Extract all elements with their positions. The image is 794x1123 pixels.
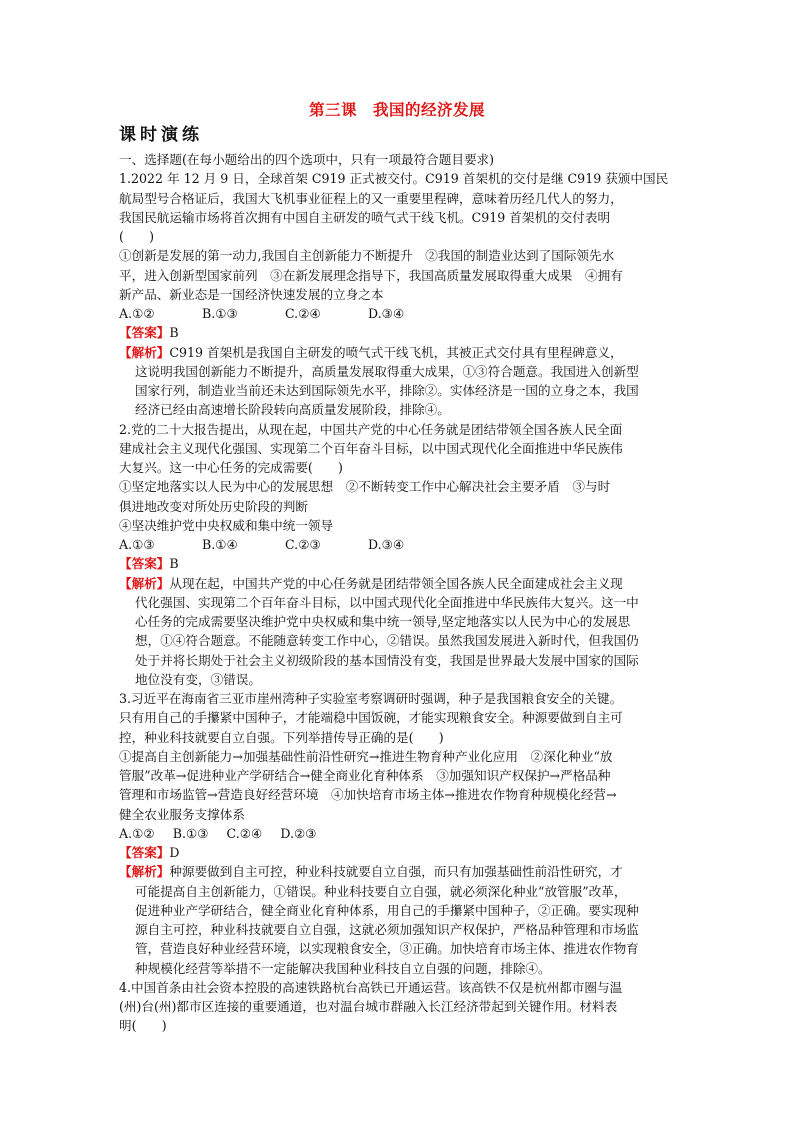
question-2 [119,420,679,690]
question-stem-line: 1.2022 年 12 月 9 日，全球首架 C919 正式被交付。C919 首架机的交付是继 C919 获颁中国民 [119,171,669,187]
answer-value: B [169,556,179,572]
answer-value: B [169,325,179,341]
analysis-line: 【解析】C919 首架机是我国自主研发的喷气式干线飞机，其被正式交付具有里程碑意义， [119,344,623,360]
analysis-line: 地位没有变，③错误。 [135,671,261,687]
statement-line: ①创新是发展的第一动力,我国自主创新能力不断提升 ②我国的制造业达到了国际领先水 [119,248,615,264]
analysis-line: 源自主可控，种业科技就要自立自强，这就必须加强知识产权保护，严格品种管理和市场监 [135,922,639,937]
statement-line: 管理和市场监管→营造良好经营环境 ④加快培育市场主体→推进农作物育种规模化经营→ [119,787,617,803]
option-b: B.①③ [172,825,209,841]
answer-tag: 【答案】 [119,556,170,572]
question-stem-line: 建成社会主义现代化强国、实现第二个百年奋斗目标，以中国式现代化全面推进中华民族伟 [119,440,623,456]
analysis-line: 这说明我国创新能力不断提升，高质量发展取得重大成果，①③符合题意。我国进入创新型 [135,363,639,379]
answer-line [119,554,679,573]
statement-line: ①坚定地落实以人民为中心的发展思想 ②不断转变工作中心解决社会主要矛盾 ③与时 [119,479,611,495]
statement-line: 新产品、新业态是一国经济快速发展的立身之本 [119,286,384,302]
analysis-line: 代化强国、实现第二个百年奋斗目标，以中国式现代化全面推进中华民族伟大复兴。这一中 [135,594,639,610]
question-1 [119,169,679,419]
analysis-line: 想，①④符合题意。不能随意转变工作中心，②错误。虽然我国发展进入新时代，但我国仍 [135,633,639,649]
analysis-tag: 【解析】 [119,864,170,880]
question-3 [119,689,679,978]
question-stem-line: ( ) [119,229,155,244]
option-a: A.①② [119,825,155,841]
analysis-tag: 【解析】 [119,344,170,360]
question-stem-line: 只有用自己的手攥紧中国种子，才能端稳中国饭碗，才能实现粮食安全。种源要做到自主可 [119,710,623,726]
question-stem-line: 控，种业科技就要自立自强。下列举措传导正确的是( ) [119,729,444,745]
answer-options [119,824,679,843]
answer-tag: 【答案】 [119,845,170,860]
page-title [0,98,794,120]
answer-options [119,535,679,554]
statement-line: 俱进地改变对所处历史阶段的判断 [119,498,308,514]
option-a: A.①② [119,306,155,321]
section-instructions: 一、选择题(在每小题给出的四个选项中，只有一项最符合题目要求) [119,152,495,167]
option-c: C.②④ [226,825,263,841]
question-stem-line: 大复兴。这一中心任务的完成需要( ) [119,460,343,475]
option-c: C.②④ [285,306,321,321]
analysis-line: 促进种业产学研结合，健全商业化育种体系，用自己的手攥紧中国种子，②正确。要实现种 [135,902,639,918]
option-d: D.③④ [368,537,405,552]
question-stem-line: 明( ) [119,1018,167,1034]
analysis-line: 种规模化经营等举措不一定能解决我国种业科技自立自强的问题，排除④。 [135,960,551,976]
question-stem-line: (州)台(州)都市区连接的重要通道，也对温台城市群融入长江经济带起到关键作用。材料表 [119,999,618,1014]
statement-line: 平，进入创新型国家前列 ③在新发展理念指导下，我国高质量发展取得重大成果 ④拥有 [119,267,623,283]
analysis-line: 处于并将长期处于社会主义初级阶段的基本国情没有变，我国是世界最大发展中国家的国际 [135,652,639,668]
analysis-line: 管，营造良好种业经营环境，以实现粮食安全，③正确。加快培育市场主体、推进农作物育 [135,941,639,957]
question-stem-line: 我国民航运输市场将首次拥有中国自主研发的喷气式干线飞机。C919 首架机的交付表明 [119,209,611,225]
answer-options [119,304,679,323]
analysis-line: 可能提高自主创新能力，①错误。种业科技要自立自强，就必须深化种业“放管服”改革， [135,883,627,899]
answer-line [119,843,679,862]
section-heading: 课时演练 [119,125,203,145]
answer-value: D [169,845,180,860]
answer-line [119,323,679,342]
statement-line: ①提高自主创新能力→加强基础性前沿性研究→推进生物育种产业化应用 ②深化种业“放 [119,748,613,764]
question-4 [119,978,679,1036]
analysis-line: 【解析】从现在起，中国共产党的中心任务就是团结带领全国各族人民全面建成社会主义现 [119,575,623,591]
lesson-number: 第三课 [308,100,357,119]
question-stem-line: 4.中国首条由社会资本控股的高速铁路杭台高铁已开通运营。该高铁不仅是杭州都市圈与温 [119,979,623,995]
statement-line: 管服”改革→促进种业产学研结合→健全商业化育种体系 ③加强知识产权保护→严格品种 [119,768,611,783]
option-b: B.①③ [202,306,238,321]
exercise-content [119,150,679,1036]
question-stem-line: 3.习近平在海南省三亚市崖州湾种子实验室考察调研时强调，种子是我国粮食安全的关键。 [119,691,623,706]
option-d: D.③④ [368,306,405,321]
analysis-line: 经济已经由高速增长阶段转向高质量发展阶段，排除④。 [135,402,450,418]
answer-tag: 【答案】 [119,325,170,341]
statement-line: ④坚决维护党中央权威和集中统一领导 [119,517,334,533]
question-stem-line: 航局型号合格证后，我国大飞机事业征程上的又一重要里程碑，意味着历经几代人的努力， [119,190,623,206]
option-b: B.①④ [202,537,238,552]
analysis-line: 国家行列，制造业当前还未达到国际领先水平，排除②。实体经济是一国的立身之本，我国 [135,383,639,398]
question-stem-line: 2.党的二十大报告提出，从现在起，中国共产党的中心任务就是团结带领全国各族人民全面 [119,421,623,437]
analysis-line: 【解析】种源要做到自主可控，种业科技就要自立自强，而只有加强基础性前沿性研究，才 [119,864,623,880]
analysis-line: 心任务的完成需要坚决维护党中央权威和集中统一领导,坚定地落实以人民为中心的发展思 [135,614,631,629]
option-d: D.②③ [280,825,317,841]
lesson-name: 我国的经济发展 [373,100,486,119]
analysis-tag: 【解析】 [119,575,170,591]
option-a: A.①③ [119,537,155,552]
statement-line: 健全农业服务支撑体系 [119,806,245,822]
option-c: C.②③ [285,537,321,552]
